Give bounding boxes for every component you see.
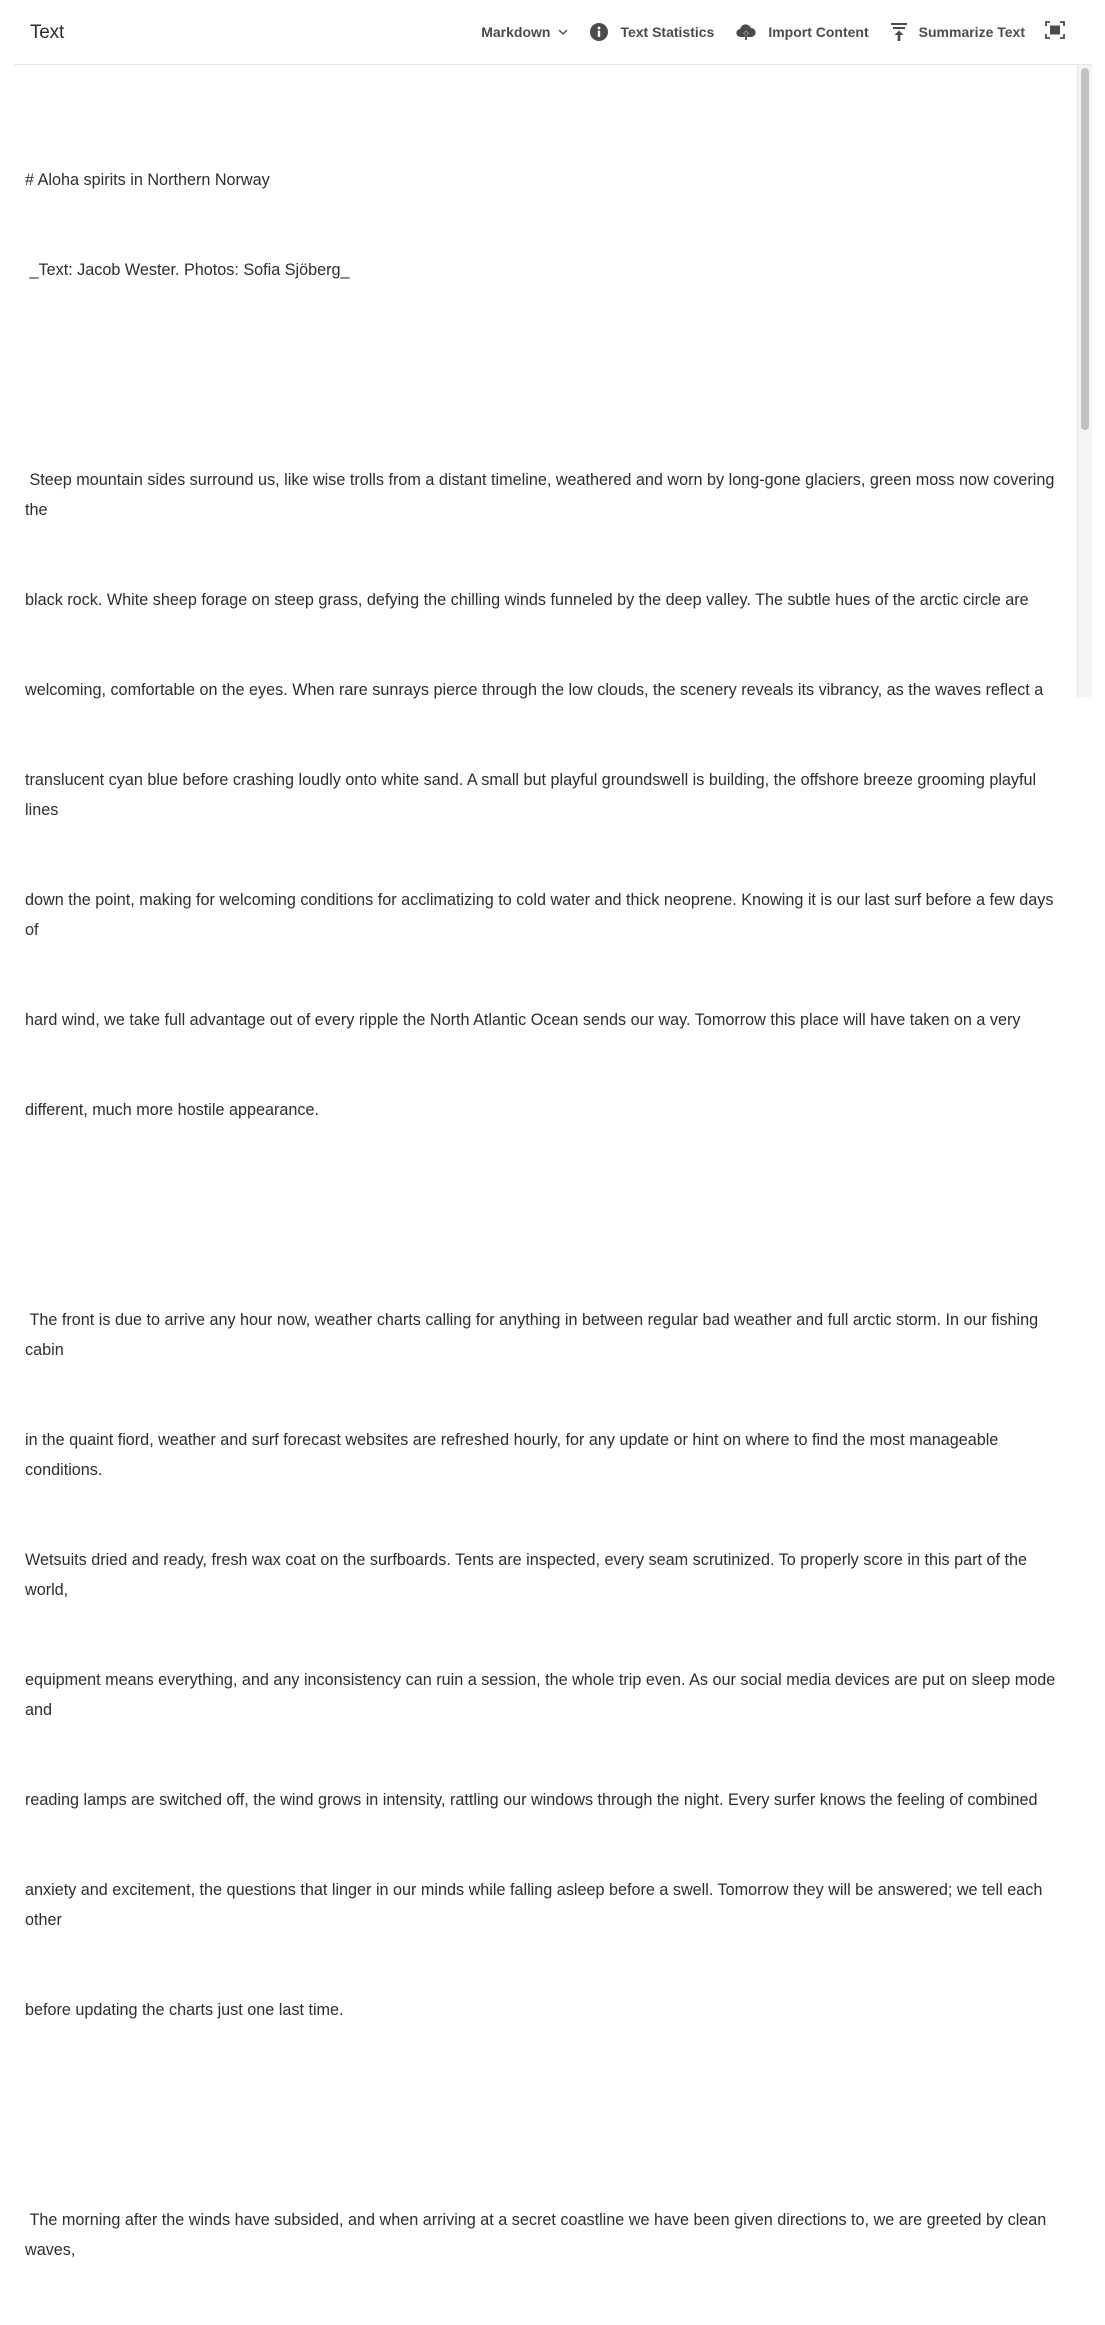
import-content-button[interactable]	[736, 23, 868, 41]
summarize-icon	[891, 22, 907, 42]
paragraph-2-line: in the quaint fiord, weather and surf forecast websites are refreshed hourly, for any update or hint on where to find the most manageable conditions.	[25, 1431, 1003, 1479]
paragraph-1-line: down the point, making for welcoming conditions for acclimatizing to cold water and thick neoprene. Knowing it is our last surf before a few days of	[25, 891, 1058, 939]
summarize-text-label: Summarize Text	[918, 24, 1025, 40]
fullscreen-icon	[1045, 21, 1065, 44]
import-content-label: Import Content	[768, 24, 869, 40]
paragraph-2-line: anxiety and excitement, the questions that linger in our minds while falling asleep before a swell. Tomorrow they will be answered; we tell each other	[25, 1881, 1047, 1929]
paragraph-2-line: reading lamps are switched off, the wind grows in intensity, rattling our windows through the night. Every surfer knows the feeling of combined	[25, 1791, 1038, 1809]
paragraph-1-line: black rock. White sheep forage on steep grass, defying the chilling winds funneled by the deep valley. The subtle hues of the arctic circle are	[25, 591, 1029, 609]
toolbar	[481, 19, 1065, 45]
paragraph-1-line: different, much more hostile appearance.	[25, 1101, 319, 1119]
vertical-scrollbar[interactable]	[1077, 65, 1092, 697]
scrollbar-thumb[interactable]	[1081, 68, 1089, 430]
paragraph-2-line: The front is due to arrive any hour now, weather charts calling for anything in between regular bad weather and full arctic storm. In our fishing cabin	[25, 1311, 1043, 1359]
doc-heading: # Aloha spirits in Northern Norway	[25, 171, 270, 189]
paragraph-1-line: translucent cyan blue before crashing loudly onto white sand. A small but playful groundswell is building, the offshore breeze grooming playful lines	[25, 771, 1041, 819]
paragraph-2-line: before updating the charts just one last time.	[25, 2001, 344, 2019]
paragraph-gap	[25, 1185, 1069, 1215]
fullscreen-button[interactable]	[1045, 21, 1065, 44]
text-statistics-label: Text Statistics	[620, 24, 715, 40]
paragraph-2-line: Wetsuits dried and ready, fresh wax coat on the surfboards. Tents are inspected, every seam scrutinized. To properly score in this part of the world,	[25, 1551, 1032, 1599]
text-editor-area[interactable]	[14, 65, 1078, 2259]
format-dropdown[interactable]	[481, 24, 568, 40]
paragraph-1-line: welcoming, comfortable on the eyes. When rare sunrays pierce through the low clouds, the scenery reveals its vibrancy, as the waves reflect a	[25, 681, 1044, 699]
paragraph-2-line: equipment means everything, and any inconsistency can ruin a session, the whole trip even. As our social media devices are put on sleep mode and	[25, 1671, 1060, 1719]
paragraph-1-line: hard wind, we take full advantage out of every ripple the North Atlantic Ocean sends our way. Tomorrow this place will have taken on a very	[25, 1011, 1021, 1029]
header-bar	[0, 0, 1105, 65]
info-icon	[590, 23, 608, 41]
doc-byline: _Text: Jacob Wester. Photos: Sofia Sjöberg_	[25, 261, 350, 279]
page-title: Text	[30, 22, 65, 43]
summarize-text-button[interactable]	[891, 22, 1025, 42]
paragraph-gap	[25, 2085, 1069, 2115]
paragraph-1-line: Steep mountain sides surround us, like wise trolls from a distant timeline, weathered and worn by long-gone glaciers, green moss now covering the	[25, 471, 1059, 519]
paragraph-gap	[25, 345, 1069, 375]
cloud-upload-icon	[736, 23, 756, 41]
document-text[interactable]	[25, 105, 1069, 2325]
paragraph-3-line: The morning after the winds have subsided, and when arriving at a secret coastline we have been given directions to, we are greeted by clean waves,	[25, 2211, 1051, 2259]
format-dropdown-label: Markdown	[481, 24, 551, 40]
chevron-down-icon	[558, 27, 568, 37]
text-statistics-button[interactable]	[590, 23, 714, 41]
